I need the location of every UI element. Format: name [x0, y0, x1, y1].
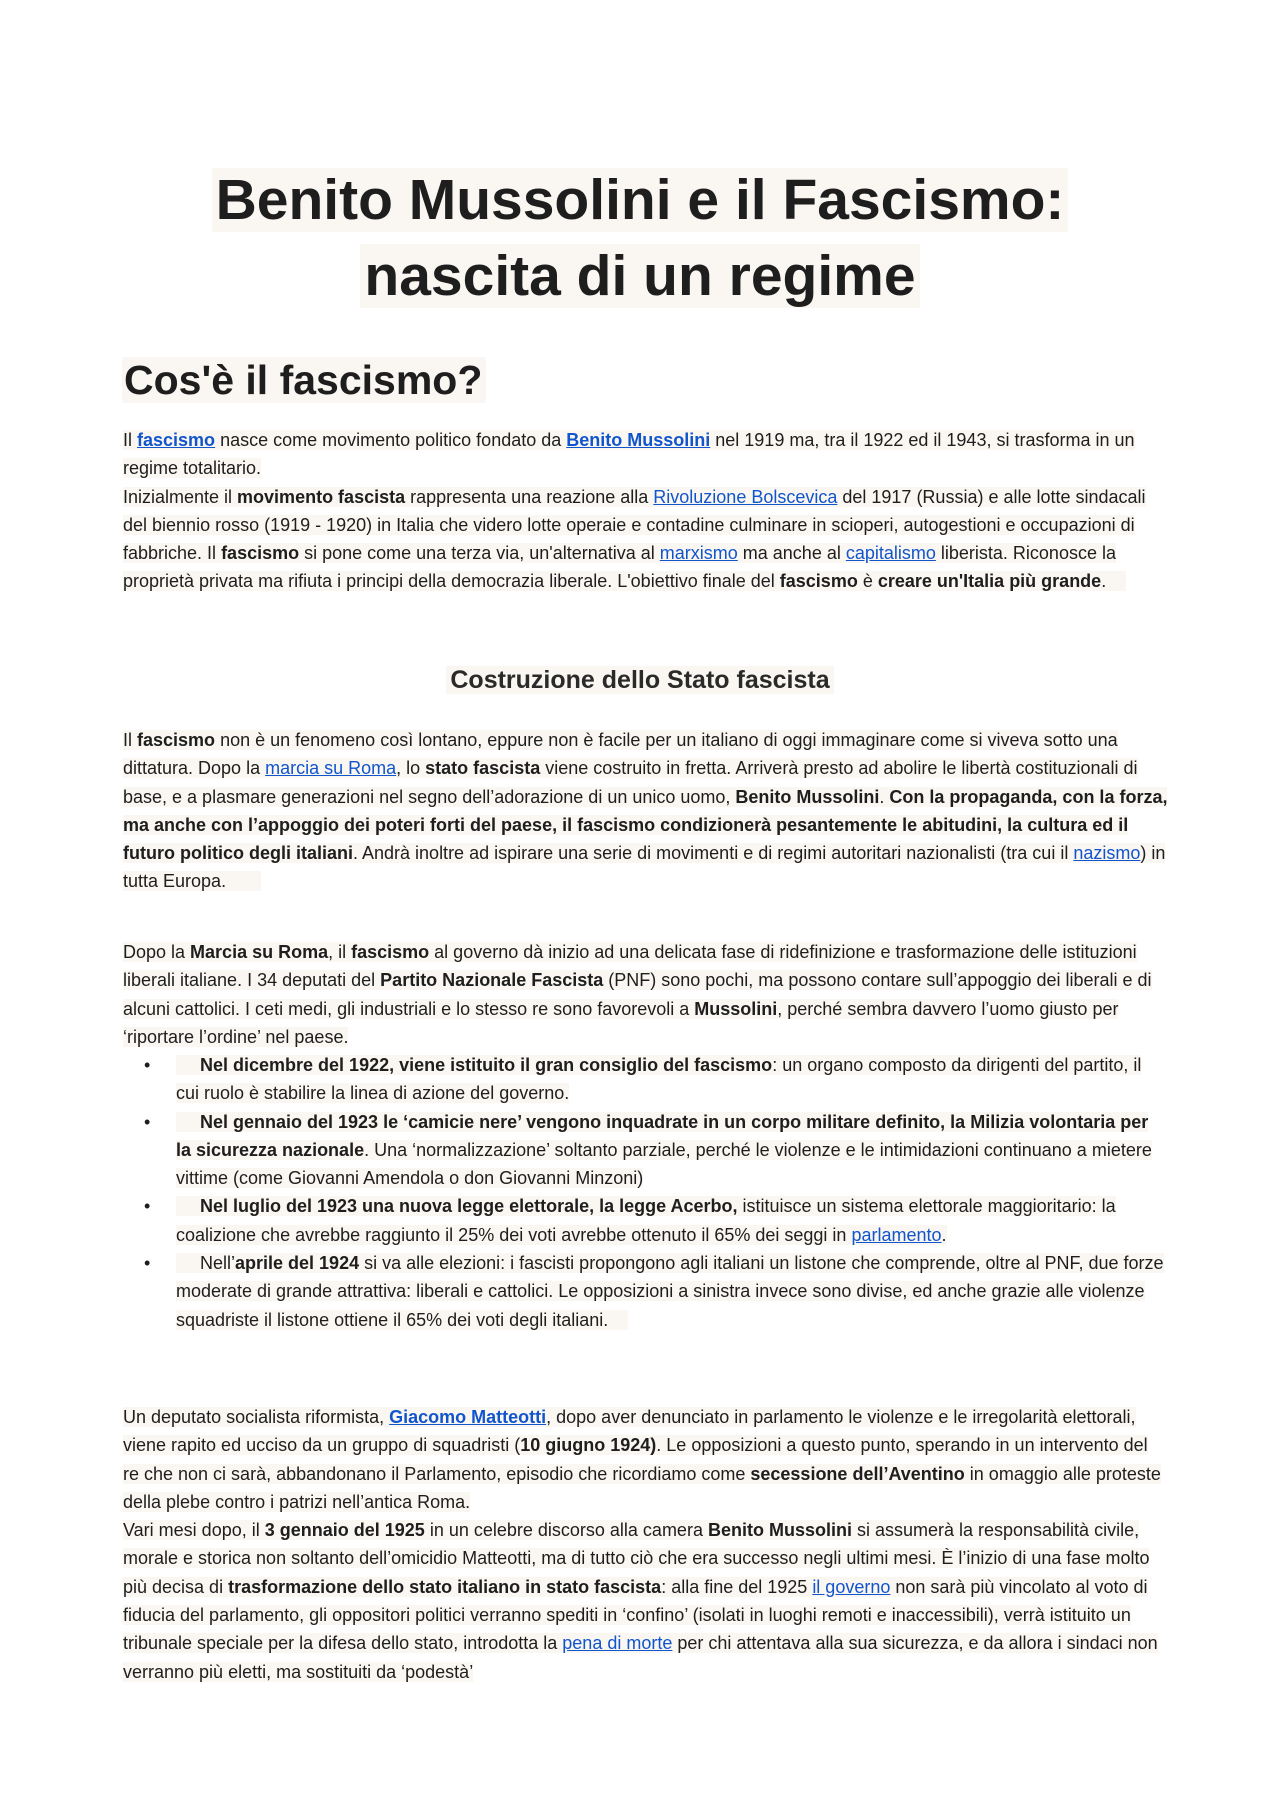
bold-text: 3 gennaio del 1925 [264, 1520, 425, 1541]
text: in un celebre discorso alla camera [424, 1520, 708, 1541]
bold-text: fascismo [221, 543, 300, 564]
paragraph-matteotti [123, 1403, 1168, 1686]
text: Il [123, 730, 138, 750]
link-capitalismo[interactable]: capitalismo [845, 543, 936, 564]
text: si va alle elezioni: i fascisti propongono agli italiani un listone che comprende, oltre al PNF, due forze moderate di grande attrattiva: liberali e cattolici. Le opposizioni a sinistra invece sono divise, ed anche grazie alle violenze squadriste il listone ottiene il 65% dei voti degli italiani. [176, 1253, 1164, 1330]
text: , dopo aver denunciato in parlamento le violenze e le irregolarità elettorali, viene rapito ed ucciso da un gruppo di squadristi ( [123, 1407, 1136, 1456]
bold-text: Nel gennaio del 1923 le ‘camicie nere’ vengono inquadrate in un corpo militare definito, la Milizia volontaria per la sicurezza nazionale [176, 1111, 1149, 1160]
text: Dopo la [123, 942, 191, 962]
bold-text: stato fascista [425, 758, 541, 779]
text: rappresenta una reazione alla [405, 486, 654, 507]
bold-text: secessione dell’Aventino [750, 1463, 965, 1484]
bold-text: Partito Nazionale Fascista [380, 970, 604, 991]
bold-text: Benito Mussolini [735, 786, 880, 807]
text: nel 1919 ma, tra il 1922 ed il 1943, si trasforma in un regime totalitario. [123, 430, 1135, 479]
paragraph-dictatorship [123, 726, 1168, 896]
text: Nell’ [200, 1253, 236, 1274]
text: . [879, 786, 890, 807]
text: ) in tutta Europa. [123, 843, 1166, 892]
text: : alla fine del 1925 [661, 1576, 813, 1597]
text: , il [328, 942, 352, 962]
section-heading-what-is-fascism [122, 351, 486, 409]
bold-text: trasformazione dello stato italiano in stato fascista [228, 1576, 662, 1597]
paragraph-intro-text [123, 430, 1146, 591]
link-parlamento[interactable]: parlamento [851, 1224, 942, 1245]
text: al governo dà inizio ad una delicata fase di ridefinizione e trasformazione delle istituzioni liberali italiane. I 34 deputati del [123, 942, 1137, 991]
text: liberista. Riconosce la proprietà privata ma rifiuta i principi della democrazia liberale. L'obiettivo finale del [123, 543, 1116, 592]
text: nasce come movimento politico fondato da [215, 430, 567, 450]
link-fascismo[interactable]: fascismo [137, 430, 216, 450]
bold-text: fascismo [137, 730, 216, 750]
paragraph-matteotti-text [123, 1407, 1161, 1682]
text: istituisce un sistema elettorale maggioritario: la coalizione che avrebbe raggiunto il 25% dei voti avrebbe ottenuto il 65% dei seggi in [176, 1196, 1116, 1245]
text: . [1101, 571, 1107, 592]
text: . Le opposizioni a questo punto, sperando in un intervento del re che non ci sarà, abbandonano il Parlamento, episodio che ricordiamo come [123, 1435, 1148, 1484]
paragraph-after-marcia-text [123, 942, 1152, 1047]
bold-text: 10 giugno 1924) [520, 1435, 657, 1456]
bold-text: Con la propaganda, con la forza, ma anche con l’appoggio dei poteri forti del paese, il fascismo condizionerà pesantemente le abitudini, la cultura ed il futuro politico degli italiani [123, 786, 1168, 864]
section-heading-text: Costruzione dello Stato fascista [446, 666, 833, 694]
bold-text: fascismo [779, 571, 858, 592]
link-benito-mussolini[interactable]: Benito Mussolini [566, 430, 711, 450]
bold-text: Marcia su Roma [190, 942, 329, 962]
text: è [857, 571, 878, 592]
text: . Andrà inoltre ad ispirare una serie di movimenti e di regimi autoritari nazionalisti (tra cui il [353, 843, 1074, 864]
page-title [0, 162, 1280, 314]
text: non è un fenomeno così lontano, eppure non è facile per un italiano di oggi immaginare come si viveva sotto una dittatura. Dopo la [123, 730, 1118, 779]
bold-text: Nel dicembre del 1922, viene istituito il gran consiglio del fascismo [200, 1055, 773, 1075]
text: . Una ‘normalizzazione’ soltanto parziale, perché le violenze e le intimidazioni continuano a mietere vittime (come Giovanni Amendola o don Giovanni Minzoni) [176, 1139, 1152, 1189]
title-line-1: Benito Mussolini e il Fascismo: [212, 168, 1069, 232]
bold-text: Mussolini [694, 998, 778, 1019]
text: : un organo composto da dirigenti del partito, il cui ruolo è stabilire la linea di azione del governo. [176, 1055, 1142, 1104]
section-heading-text: Cos'è il fascismo? [122, 357, 486, 403]
section-heading-stato-fascista [0, 662, 1280, 698]
paragraph-intro [123, 426, 1168, 596]
text: per chi attentava alla sua sicurezza, e da allora i sindaci non verranno più eletti, ma sostituiti da ‘podestà’ [123, 1633, 1158, 1682]
list-item [123, 1249, 1168, 1334]
text: Vari mesi dopo, il [123, 1520, 265, 1541]
text: del 1917 (Russia) e alle lotte sindacali del biennio rosso (1919 - 1920) in Italia che videro lotte operaie e contadine culminare in scioperi, autogestioni e occupazioni di fabbriche. Il [123, 486, 1146, 564]
list-item-text [176, 1253, 1164, 1330]
text: Il [123, 430, 138, 450]
text: in omaggio alle proteste della plebe contro i patrizi nell’antica Roma. [123, 1463, 1161, 1512]
link-rivoluzione-bolscevica[interactable]: Rivoluzione Bolscevica [653, 486, 838, 507]
list-item [123, 1051, 1168, 1108]
title-line-2: nascita di un regime [360, 244, 919, 308]
text: (PNF) sono pochi, ma possono contare sull’appoggio dei liberali e di alcuni cattolici. I ceti medi, gli industriali e lo stesso re sono favorevoli a [123, 970, 1152, 1019]
list-item-text [176, 1055, 1141, 1103]
text: viene costruito in fretta. Arriverà presto ad abolire le libertà costituzionali di base, e a plasmare generazioni nel segno dell’adorazione di un unico uomo, [123, 758, 1138, 807]
paragraph-after-marcia [123, 938, 1168, 1051]
link-il-governo[interactable]: il governo [812, 1576, 891, 1597]
link-nazismo[interactable]: nazismo [1073, 843, 1141, 864]
text: Inizialmente il [123, 486, 238, 507]
bold-text: fascismo [351, 942, 430, 962]
bullet-list-reforms [123, 1051, 1168, 1334]
text: non sarà più vincolato al voto di fiducia del parlamento, gli oppositori politici verranno spediti in ‘confino’ (isolati in luoghi remoti e inaccessibili), verrà istituito un tribunale speciale per la difesa dello stato, introdotta la [123, 1576, 1148, 1654]
link-pena-di-morte[interactable]: pena di morte [562, 1633, 673, 1654]
text: si pone come una terza via, un'alternativa al [299, 543, 660, 564]
bold-text: Nel luglio del 1923 una nuova legge elettorale, la legge Acerbo, [200, 1196, 738, 1217]
bold-text: Benito Mussolini [707, 1520, 852, 1541]
list-item-text [176, 1196, 1116, 1244]
text: , perché sembra davvero l’uomo giusto per ‘riportare l’ordine’ nel paese. [123, 998, 1119, 1047]
text: , lo [396, 758, 426, 779]
paragraph-dictatorship-text [123, 730, 1167, 891]
bold-text: aprile del 1924 [235, 1253, 360, 1274]
text: . [941, 1224, 947, 1245]
list-item [123, 1108, 1168, 1193]
list-item [123, 1192, 1168, 1249]
text: Un deputato socialista riformista, [123, 1407, 390, 1427]
bold-text: movimento fascista [237, 486, 406, 507]
link-marxismo[interactable]: marxismo [659, 543, 738, 564]
text: si assumerà la responsabilità civile, morale e storica non soltanto dell’omicidio Matteotti, ma di tutto ciò che era successo negli ultimi mesi. È l’inizio di una fase molto più decisa di [123, 1520, 1150, 1597]
link-giacomo-matteotti[interactable]: Giacomo Matteotti [389, 1407, 547, 1427]
link-marcia-su-roma[interactable]: marcia su Roma [265, 758, 397, 779]
list-item-text [176, 1112, 1152, 1189]
text: ma anche al [737, 543, 846, 564]
bold-text: creare un'Italia più grande [877, 571, 1102, 592]
